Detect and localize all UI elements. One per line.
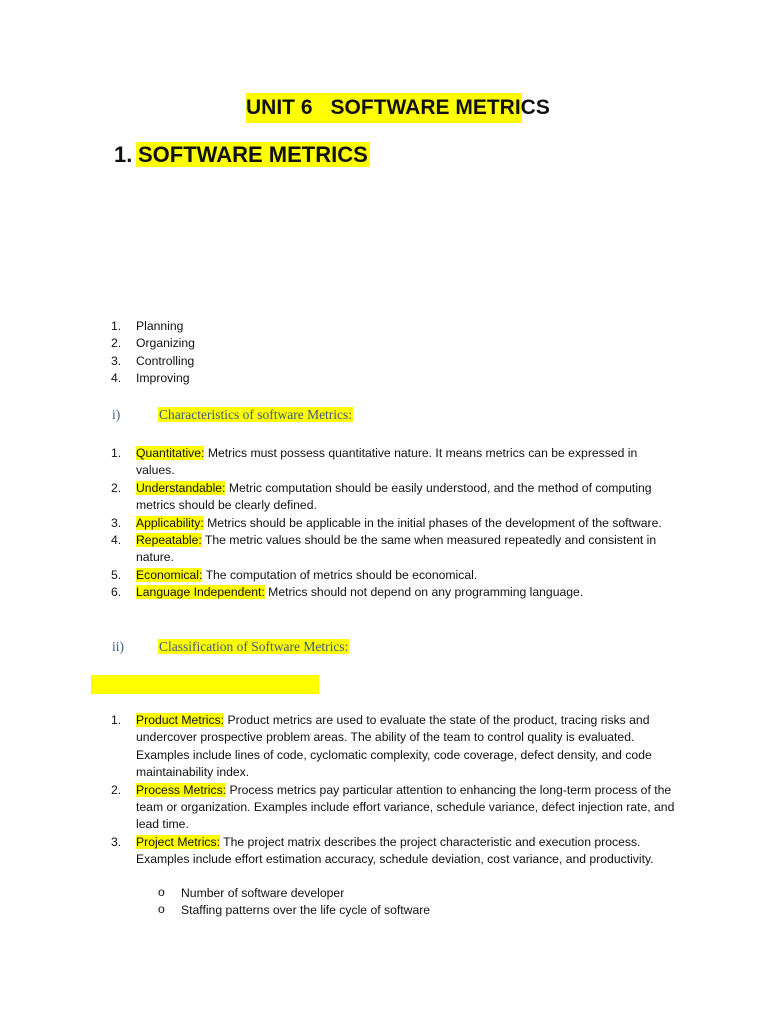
list-item bbox=[0, 353, 676, 370]
list-item bbox=[0, 335, 676, 352]
unit-title bbox=[246, 93, 550, 123]
bullet-marker: o bbox=[158, 885, 165, 899]
list-text: Improving bbox=[136, 371, 190, 386]
term-label: Language Independent: bbox=[136, 585, 265, 600]
bullet-marker: o bbox=[158, 902, 165, 917]
item-text: Metrics must possess quantitative nature. It means metrics can be expressed in values. bbox=[136, 446, 638, 478]
item-text: The project matrix describes the project characteristic and execution process. Examples include effort estimation accuracy, schedule deviation, cost variance, and productivity. bbox=[136, 834, 654, 867]
highlight-bar bbox=[91, 675, 319, 694]
characteristics-list bbox=[0, 445, 676, 602]
bullet-text: Staffing patterns over the life cycle of software bbox=[181, 903, 431, 918]
list-item bbox=[0, 782, 676, 834]
item-text: Metric computation should be easily understood, and the method of computing metrics should be clearly defined. bbox=[136, 480, 652, 513]
section-title-text: SOFTWARE METRICS bbox=[138, 142, 368, 167]
term-label: Applicability: bbox=[136, 515, 204, 530]
list-item bbox=[0, 834, 676, 869]
list-item bbox=[0, 515, 676, 532]
list-number: 2. bbox=[111, 782, 122, 797]
list-item bbox=[0, 712, 676, 782]
item-text: The metric values should be the same when measured repeatedly and consistent in nature. bbox=[136, 533, 657, 565]
list-number: 2. bbox=[111, 480, 122, 495]
list-item bbox=[0, 584, 676, 601]
list-item bbox=[0, 532, 676, 567]
list-number: 4. bbox=[111, 371, 122, 386]
list-number: 3. bbox=[111, 515, 122, 530]
bullet-text: Number of software developer bbox=[181, 886, 345, 900]
list-item bbox=[0, 445, 676, 480]
classification-heading-text: Classification of Software Metrics: bbox=[159, 639, 349, 654]
list-number: 3. bbox=[111, 834, 122, 849]
list-number: 4. bbox=[111, 533, 122, 548]
list-item bbox=[0, 370, 676, 387]
item-text: Metrics should be applicable in the initial phases of the development of the software. bbox=[207, 515, 662, 530]
bullet-item bbox=[0, 885, 430, 902]
list-number: 1. bbox=[111, 446, 122, 460]
term-label: Quantitative: bbox=[136, 446, 205, 460]
term-label: Process Metrics: bbox=[136, 782, 227, 797]
list-item bbox=[0, 567, 676, 584]
list-text: Organizing bbox=[136, 336, 195, 351]
list-text: Controlling bbox=[136, 353, 195, 368]
unit-name: SOFTWARE METRICS bbox=[330, 96, 550, 119]
term-label: Economical: bbox=[136, 567, 203, 582]
bullet-item bbox=[0, 902, 430, 919]
list-number: 1. bbox=[111, 713, 122, 727]
item-text: Process metrics pay particular attention to enhancing the long-term process of the team or organization. Examples include effort variance, schedule variance, defect injection rate, and lead time. bbox=[136, 782, 675, 832]
purpose-list bbox=[0, 318, 676, 388]
item-text: Metrics should not depend on any programming language. bbox=[268, 585, 584, 600]
list-number: 5. bbox=[111, 567, 122, 582]
term-label: Repeatable: bbox=[136, 533, 202, 548]
section-title bbox=[114, 139, 370, 171]
roman-numeral: i) bbox=[112, 407, 121, 422]
list-number: 2. bbox=[111, 336, 122, 351]
item-text: Product metrics are used to evaluate the state of the product, tracing risks and undercover prospective problem areas. The ability of the team to control quality is evaluated. Examples include lines of code, cyclomatic complexity, code coverage, defect density, and code maintainability index. bbox=[136, 713, 652, 780]
list-number: 6. bbox=[111, 585, 122, 600]
list-item bbox=[0, 318, 676, 335]
list-item bbox=[0, 480, 676, 515]
unit-label: UNIT 6 bbox=[246, 96, 313, 119]
term-label: Project Metrics: bbox=[136, 834, 220, 849]
classification-heading bbox=[112, 638, 349, 656]
term-label: Understandable: bbox=[136, 480, 226, 495]
term-label: Product Metrics: bbox=[136, 713, 225, 727]
list-number: 3. bbox=[111, 353, 122, 368]
item-text: The computation of metrics should be economical. bbox=[205, 567, 478, 582]
characteristics-heading-text: Characteristics of software Metrics: bbox=[159, 407, 353, 422]
list-number: 1. bbox=[111, 319, 122, 333]
classification-list bbox=[0, 712, 676, 869]
characteristics-heading bbox=[112, 406, 353, 424]
roman-numeral: ii) bbox=[112, 639, 124, 654]
project-metrics-bullets bbox=[0, 885, 430, 920]
list-text: Planning bbox=[136, 319, 184, 333]
section-number: 1. bbox=[114, 142, 133, 167]
